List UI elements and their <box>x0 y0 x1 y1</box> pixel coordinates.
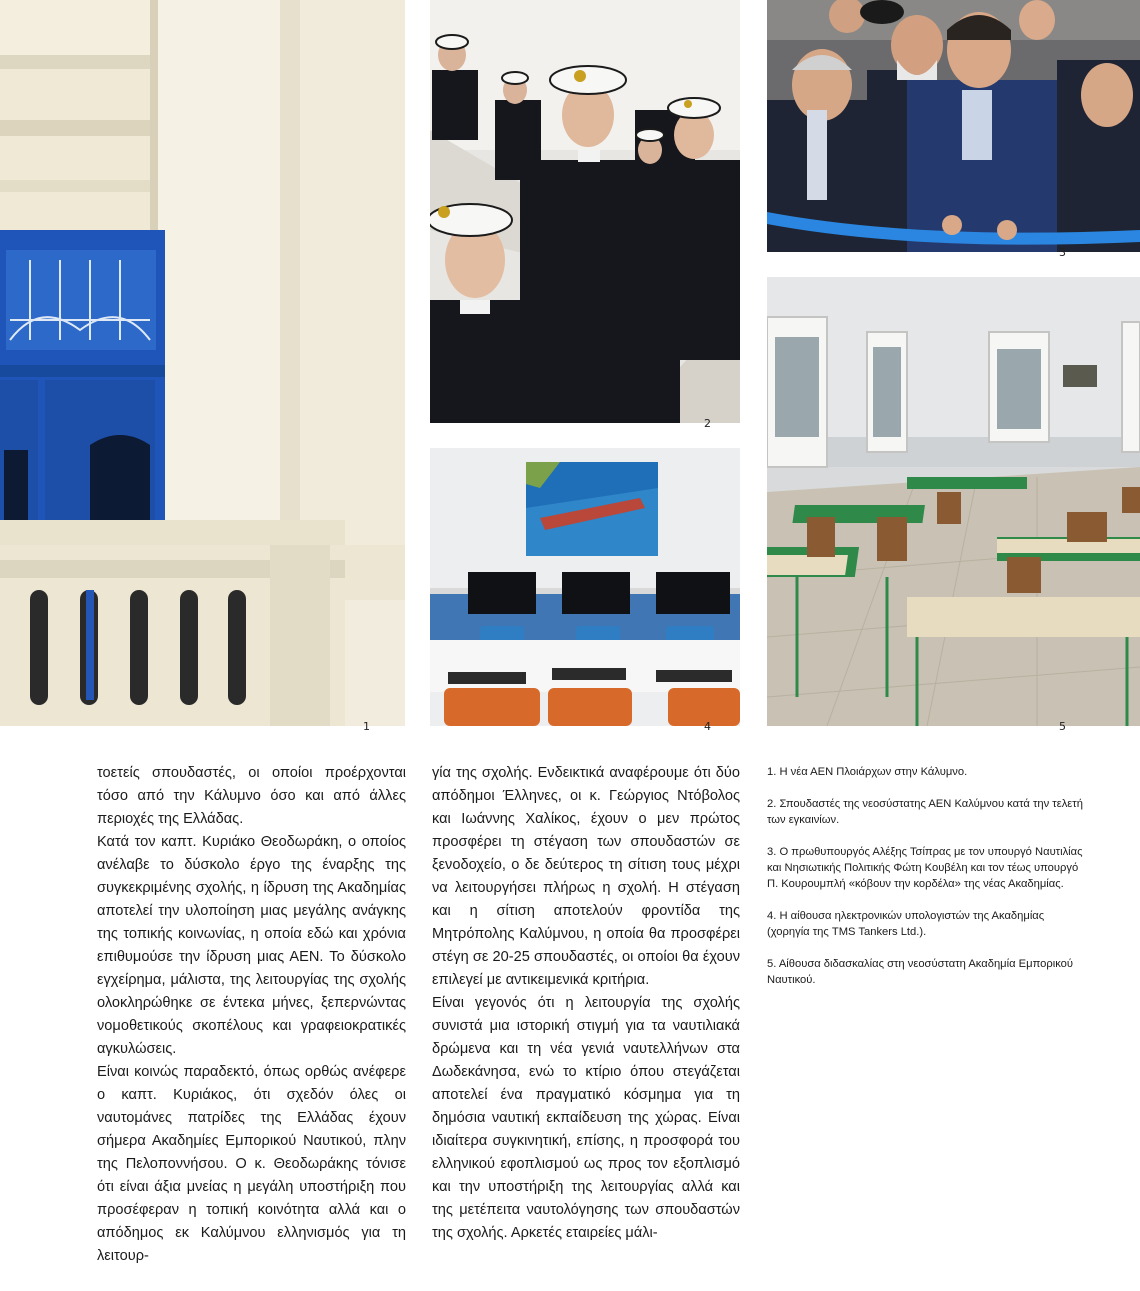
article-paragraph: γία της σχολής. Ενδεικτικά αναφέρουμε ότι δύο απόδημοι Έλληνες, οι κ. Γεώργιος Ντόβολος και Ιωάννης Χαλίκος, έχουν ο μεν πρώτος προσφέρει τη στέγαση των σπουδαστών σε ξενοδοχείο, ο δε δεύτερος τη σίτιση τους μέχρι να λειτουργήσει πλήρως η σχολή. Η στέγαση και η σίτιση αποτελούν φροντίδα της Μητρόπολης Καλύμνου, η οποία θα προσφέρει στέγη σε 20-25 σπουδαστές, οι οποίοι θα έχουν επιλεγεί με αντικειμενικά κριτήρια. <box>432 765 740 988</box>
photo-number-1: 1 <box>363 720 370 733</box>
article-column-2 <box>432 762 740 1245</box>
article-paragraph: τοετείς σπουδαστές, οι οποίοι προέρχονται τόσο από την Κάλυμνο όσο και από άλλες περιοχές της Ελλάδας. <box>97 765 406 827</box>
caption-1: 1. Η νέα ΑΕΝ Πλοιάρχων στην Κάλυμνο. <box>767 766 968 778</box>
article-paragraph: Είναι γεγονός ότι η λειτουργία της σχολής συνιστά μια ιστορική στιγμή για τα ναυτιλιακά δρώμενα και τη νέα γενιά ναυτελλήνων στα Δωδεκάνησα, ενώ το κτίριο όπου στεγάζεται αποτελεί ένα πραγματικό κόσμημα για τη δημόσια ναυτική εκπαίδευση της χώρας. Είναι ιδιαίτερα συγκινητική, επίσης, η προσφορά του ελληνικού εφοπλισμού ως προς τον εξοπλισμό και την υποστήριξη της λειτουργίας αλλά και της μετέπειτα ναυτολόγησης των σπουδαστών της σχολής. Αρκετές εταιρείες μάλι- <box>432 995 740 1241</box>
photo-number-3: 3 <box>1059 246 1066 259</box>
photo-number-5: 5 <box>1059 720 1066 733</box>
photo-cadets <box>430 0 740 423</box>
photo-captions <box>767 764 1085 1004</box>
caption-4: 4. Η αίθουσα ηλεκτρονικών υπολογιστών της Ακαδημίας (χορηγία της TMS Tankers Ltd.). <box>767 910 1045 938</box>
photo-classroom <box>767 277 1140 726</box>
photo-number-2: 2 <box>704 417 711 430</box>
caption-2: 2. Σπουδαστές της νεοσύστατης ΑΕΝ Καλύμνου κατά την τελετή των εγκαινίων. <box>767 798 1083 826</box>
article-paragraph: Είναι κοινώς παραδεκτό, όπως ορθώς ανέφερε ο καπτ. Κυριάκος, ότι σχεδόν όλες οι ναυτομάνες πατρίδες της Ελλάδας έχουν σήμερα Ακαδημίες Εμπορικού Ναυτικού, πλην της Πελοποννήσου. Ο κ. Θεοδωράκης τόνισε ότι είναι άξια μνείας η μεγάλη υποστήριξη που προσέφεραν η τοπική κοινότητα αλλά και ο απόδημος εκ Καλύμνου ελληνισμός για τη λειτουρ- <box>97 1064 406 1264</box>
caption-5: 5. Αίθουσα διδασκαλίας στη νεοσύστατη Ακαδημία Εμπορικού Ναυτικού. <box>767 958 1074 986</box>
article-paragraph: Κατά τον καπτ. Κυριάκο Θεοδωράκη, ο οποίος ανέλαβε το δύσκολο έργο της έναρξης της συγκεκριμένης σχολής, η ίδρυση της Ακαδημίας αποτελεί την υλοποίηση μιας μεγάλης ανάγκης της τοπικής κοινωνίας, η οποία εδώ και χρόνια επιθυμούσε την ίδρυση μιας ΑΕΝ. Το δύσκολο εγχείρημα, μάλιστα, της λειτουργίας της σχολής ολοκληρώθηκε σε έντεκα μήνες, ξεπερνώντας νομοθετικούς σκοπέλους και γραφειοκρατικές αγκυλώσεις. <box>97 834 406 1057</box>
caption-3: 3. Ο πρωθυπουργός Αλέξης Τσίπρας με τον υπουργό Ναυτιλίας και Νησιωτικής Πολιτικής Φώτη Κουβέλη και τον τέως υπουργό Π. Κουρουμπλή «κόβουν την κορδέλα» της νέας Ακαδημίας. <box>767 846 1083 890</box>
article-column-1 <box>97 762 406 1268</box>
photo-building-facade <box>0 0 405 726</box>
photo-number-4: 4 <box>704 720 711 733</box>
photo-ribbon-cutting <box>767 0 1140 252</box>
photo-computer-room <box>430 448 740 726</box>
